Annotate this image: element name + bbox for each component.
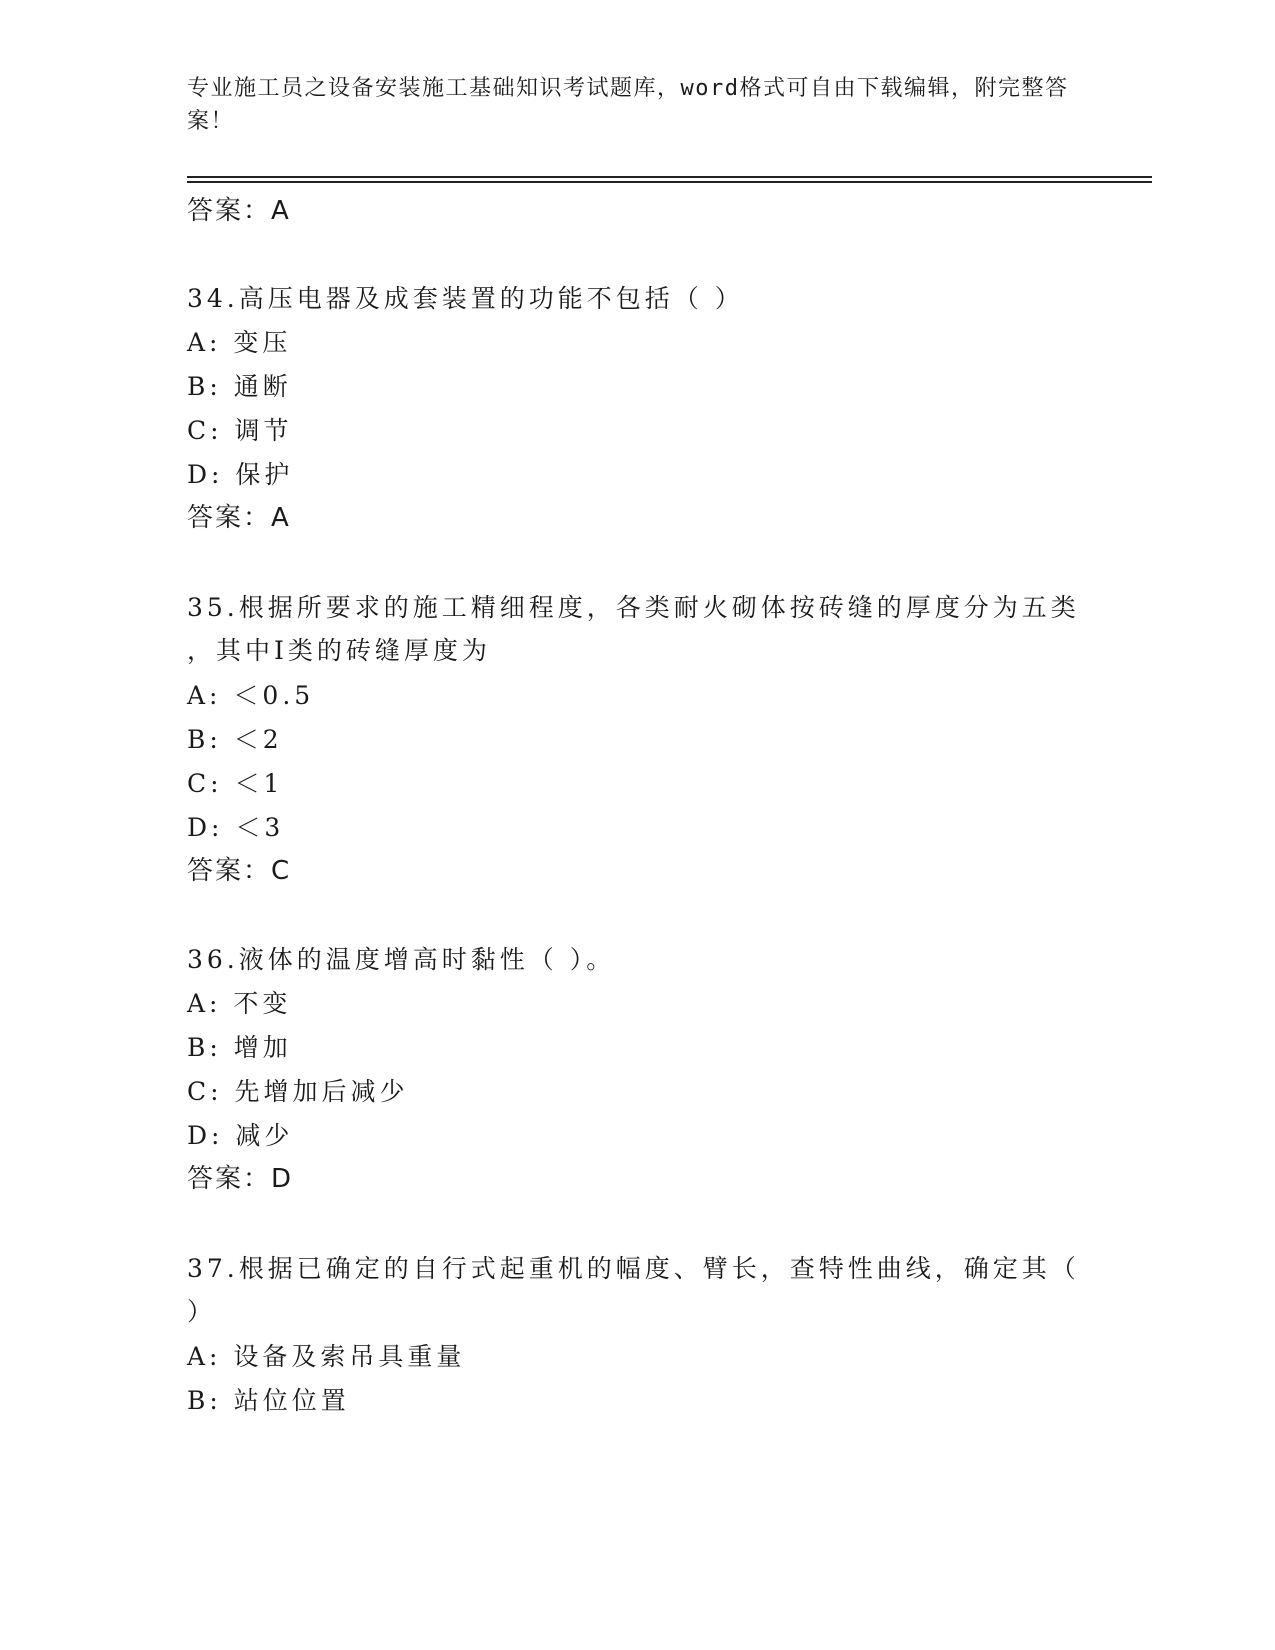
option-a: A: ＜0.5 [187,681,315,710]
document-header: 专业施工员之设备安装施工基础知识考试题库，word格式可自由下载编辑，附完整答案！ [187,76,1069,134]
question-35-text: 35.根据所要求的施工精细程度，各类耐火砌体按砖缝的厚度分为五类 [187,593,1080,622]
answer-line: 答案：A [187,503,291,533]
question-34-text: 34.高压电器及成套装置的功能不包括（ ） [187,284,744,313]
option-b: B: 站位位置 [187,1386,350,1415]
question-37-text: 37.根据已确定的自行式起重机的幅度、臂长，查特性曲线，确定其（ [187,1254,1080,1283]
question-35-text-cont: ，其中I类的砖缝厚度为 [187,636,491,665]
question-37-text-cont: ） [187,1297,217,1326]
answer-line: 答案：C [187,856,292,886]
option-c: C: 调节 [187,416,293,445]
option-b: B: ＜2 [187,725,283,754]
header-rule-bottom [187,181,1152,183]
option-c: C: 先增加后减少 [187,1077,409,1106]
question-36-text: 36.液体的温度增高时黏性（ ）。 [187,945,616,974]
option-d: D: 减少 [187,1121,294,1150]
option-b: B: 通断 [187,372,292,401]
option-d: D: 保护 [187,460,294,489]
option-c: C: ＜1 [187,769,284,798]
option-b: B: 增加 [187,1033,292,1062]
header-rule-top [187,176,1152,178]
answer-line: 答案：A [187,196,291,226]
option-a: A: 变压 [187,328,292,357]
option-a: A: 设备及索吊具重量 [187,1342,466,1371]
option-a: A: 不变 [187,989,292,1018]
answer-line: 答案：D [187,1164,294,1194]
option-d: D: ＜3 [187,813,285,842]
